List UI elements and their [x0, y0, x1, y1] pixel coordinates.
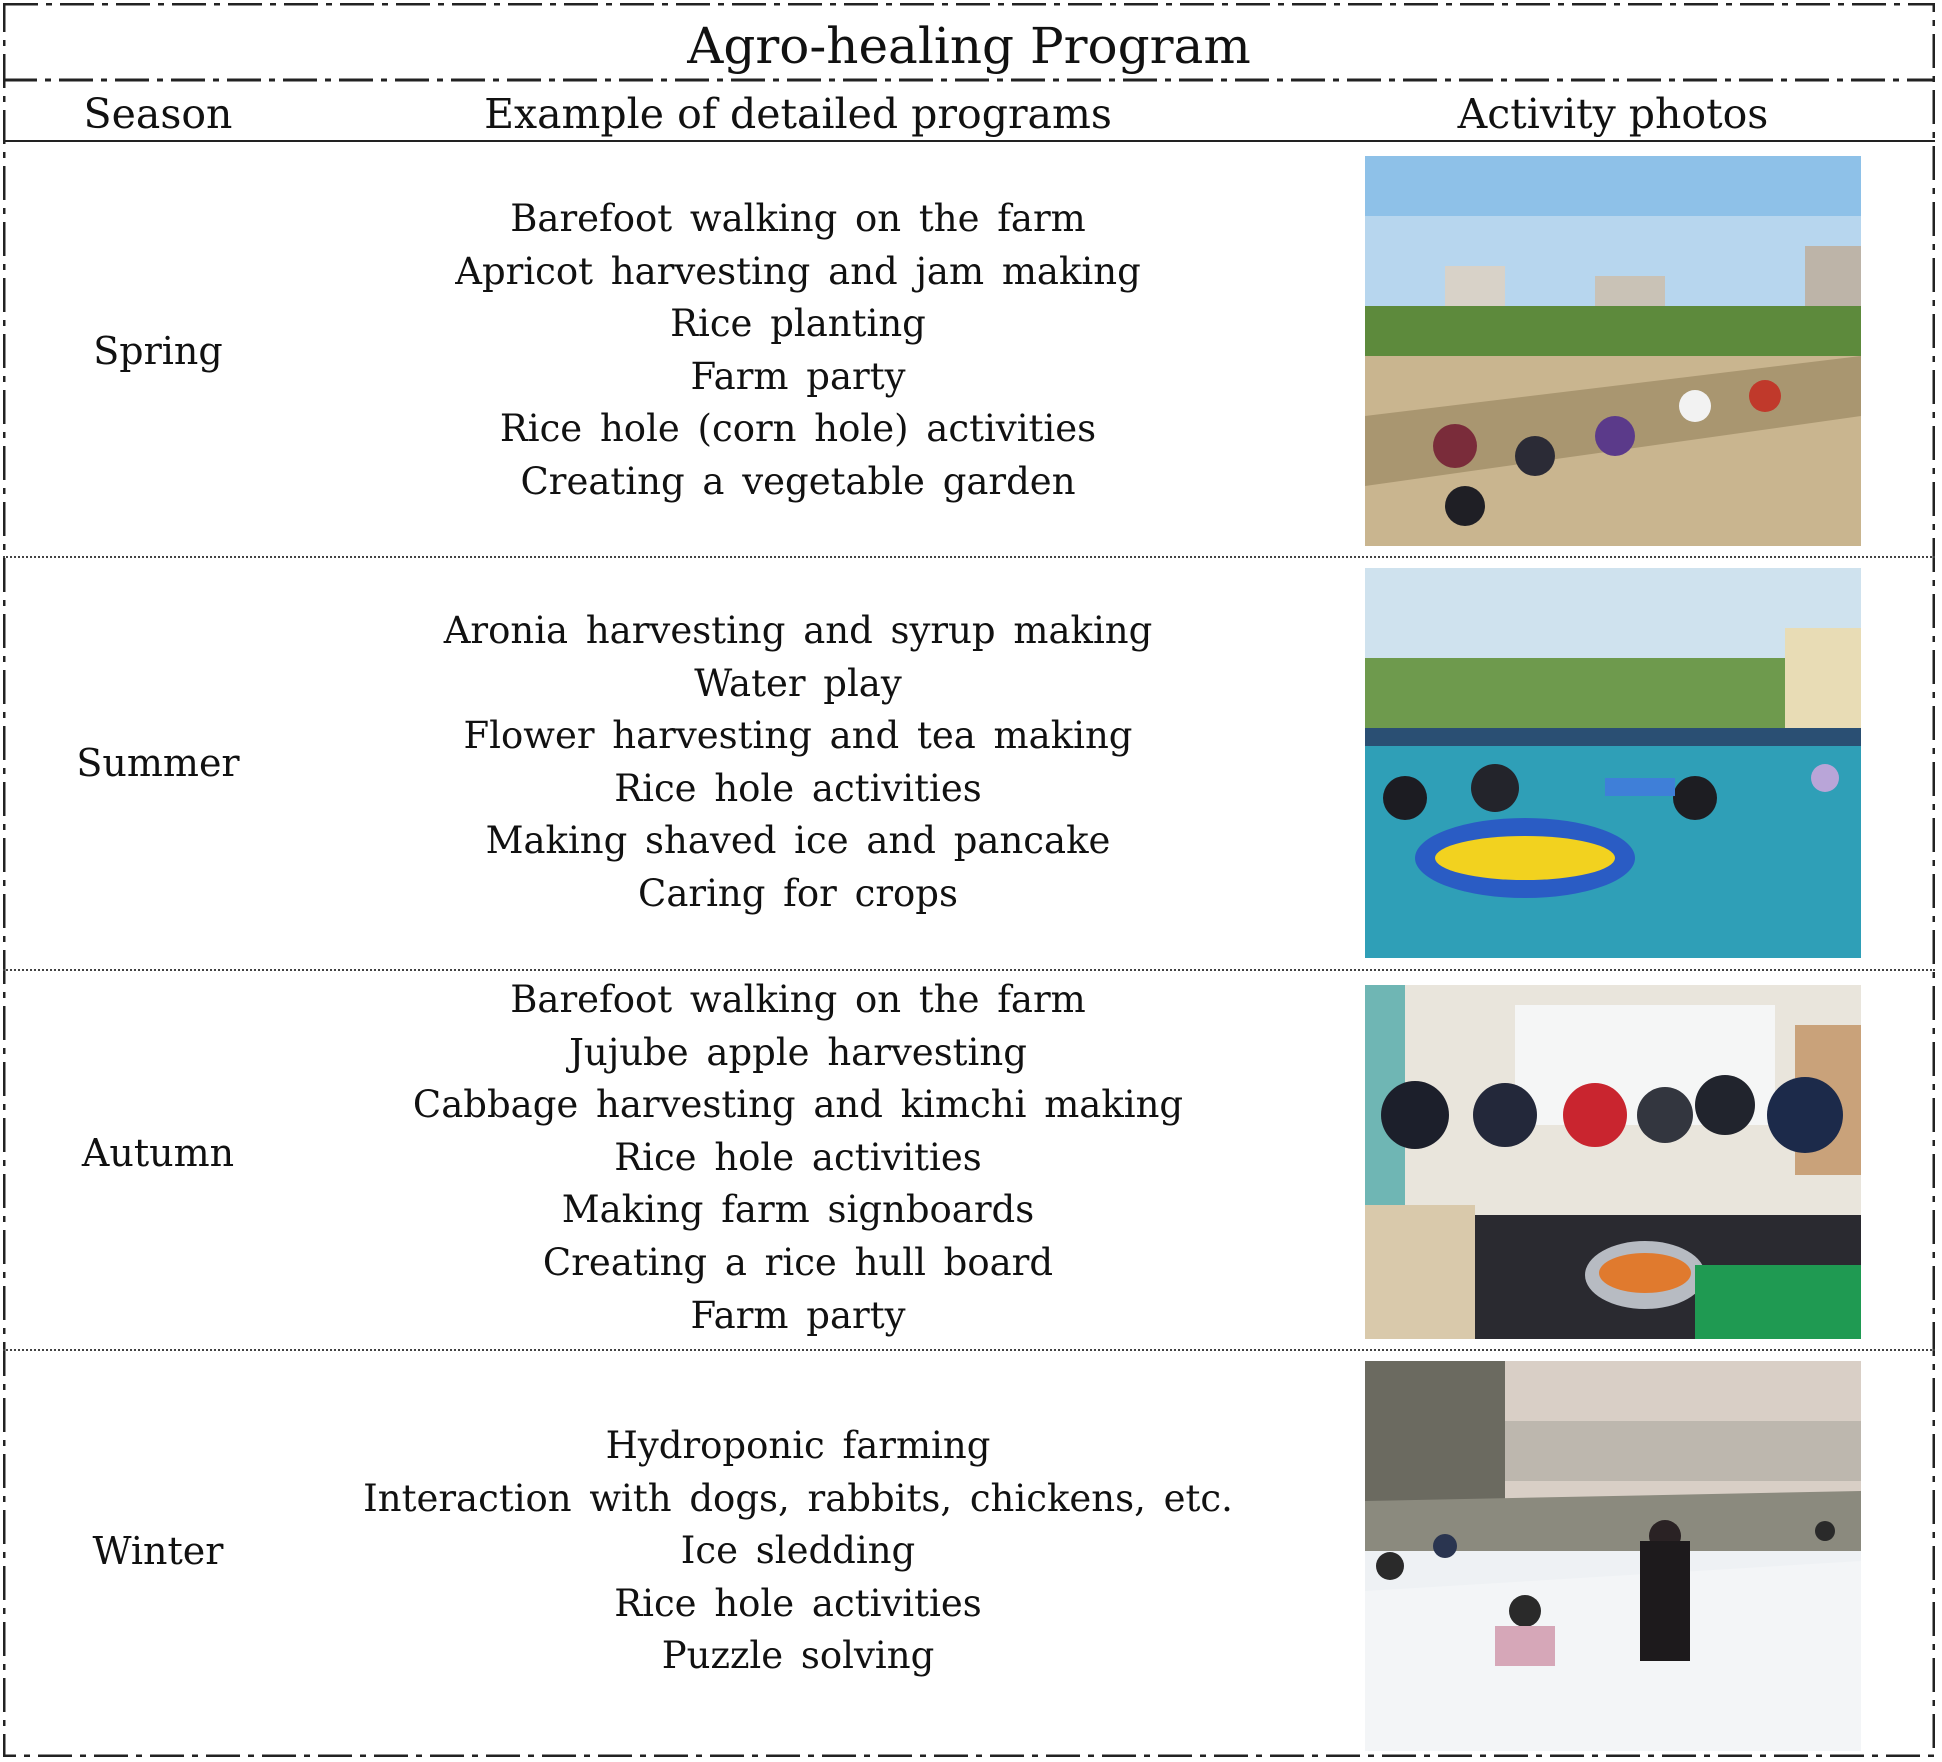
- list-item: Making shaved ice and pancake: [485, 819, 1111, 863]
- list-item: Rice hole (corn hole) activities: [499, 407, 1097, 451]
- row-divider: [3, 556, 1935, 558]
- list-item: Flower harvesting and tea making: [463, 714, 1133, 758]
- activity-photo-winter: [1365, 1361, 1861, 1751]
- program-list: [313, 605, 1283, 921]
- program-list: [313, 974, 1283, 1342]
- list-item: Caring for crops: [638, 871, 958, 915]
- list-item: Farm party: [690, 354, 906, 398]
- season-label: Winter: [92, 1529, 224, 1573]
- list-item: Farm party: [690, 1293, 906, 1337]
- list-item: Jujube apple harvesting: [569, 1030, 1027, 1074]
- list-item: Ice sledding: [680, 1529, 916, 1573]
- season-label: Summer: [76, 741, 240, 785]
- header-divider: [3, 140, 1935, 142]
- program-list: [313, 193, 1283, 509]
- program-list: [313, 1420, 1283, 1683]
- list-item: Barefoot walking on the farm: [510, 978, 1086, 1021]
- list-item: Puzzle solving: [661, 1634, 935, 1678]
- list-item: Rice hole activities: [614, 766, 982, 810]
- header-photos: Activity photos: [1457, 90, 1769, 138]
- list-item: Creating a vegetable garden: [520, 459, 1076, 503]
- season-label: Autumn: [81, 1131, 235, 1175]
- activity-photo-summer: [1365, 568, 1861, 958]
- list-item: Hydroponic farming: [605, 1424, 991, 1467]
- table-frame: [3, 3, 1935, 1757]
- row-winter: [3, 1351, 1935, 1751]
- row-autumn: [3, 971, 1935, 1348]
- header-season: Season: [83, 90, 233, 138]
- list-item: Rice hole activities: [614, 1135, 982, 1179]
- activity-photo-spring: [1365, 156, 1861, 546]
- list-item: Creating a rice hull board: [542, 1240, 1054, 1284]
- list-item: Rice hole activities: [614, 1581, 982, 1625]
- table-title: Agro-healing Program: [687, 17, 1251, 75]
- activity-photo-autumn: [1365, 985, 1861, 1339]
- list-item: Barefoot walking on the farm: [510, 197, 1086, 240]
- list-item: Aronia harvesting and syrup making: [443, 609, 1153, 652]
- list-item: Water play: [694, 661, 902, 705]
- list-item: Making farm signboards: [561, 1188, 1035, 1232]
- header-programs: Example of detailed programs: [484, 90, 1112, 138]
- list-item: Apricot harvesting and jam making: [455, 249, 1141, 293]
- list-item: Cabbage harvesting and kimchi making: [412, 1083, 1184, 1127]
- list-item: Interaction with dogs, rabbits, chickens, etc.: [363, 1476, 1233, 1520]
- list-item: Rice planting: [670, 302, 926, 346]
- row-spring: [3, 151, 1935, 551]
- season-label: Spring: [93, 329, 223, 373]
- row-summer: [3, 559, 1935, 969]
